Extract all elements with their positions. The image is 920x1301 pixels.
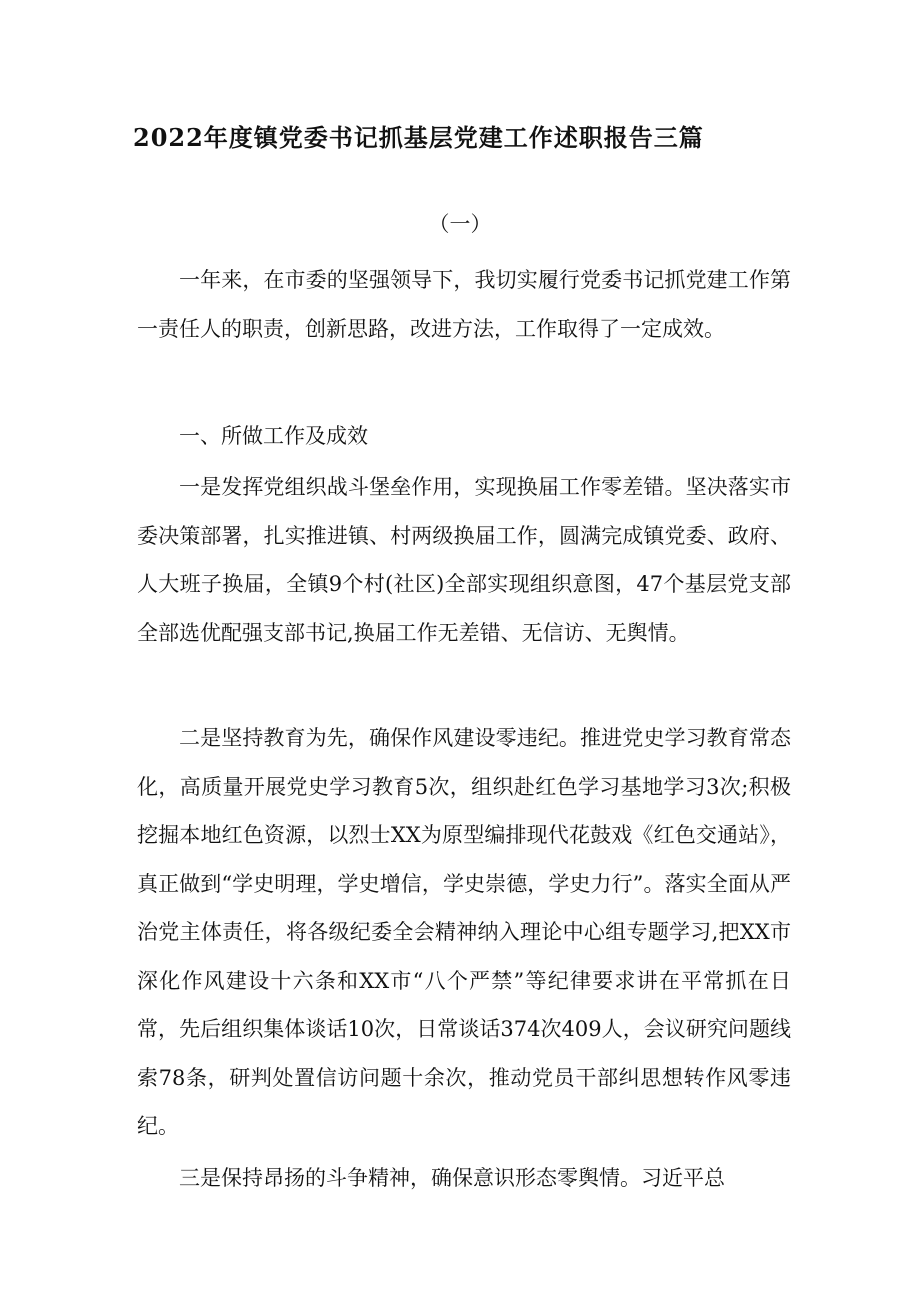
paragraph-first: 一是发挥党组织战斗堡垒作用，实现换届工作零差错。坚决落实市委决策部署，扎实推进镇、村两级换届工作，圆满完成镇党委、政府、人大班子换届，全镇9个村(社区)全部实现组织意图，47个基层党支部全部选优配强支部书记,换届工作无差错、无信访、无舆情。: [137, 475, 791, 645]
document-title: 2022年度镇党委书记抓基层党建工作述职报告三篇: [133, 123, 704, 152]
paragraph-intro: 一年来，在市委的坚强领导下，我切实履行党委书记抓党建工作第一责任人的职责，创新思路，改进方法，工作取得了一定成效。: [137, 268, 791, 341]
paragraph-third: 三是保持昂扬的斗争精神，确保意识形态零舆情。习近平总: [179, 1166, 725, 1190]
section-heading: 一、所做工作及成效: [179, 424, 368, 448]
paragraph-second: 二是坚持教育为先，确保作风建设零违纪。推进党史学习教育常态化，高质量开展党史学习教育5次，组织赴红色学习基地学习3次;积极挖掘本地红色资源，以烈士XX为原型编排现代花鼓戏《红色交通站》，真正做到“学史明理，学史增信，学史崇德，学史力行”。落实全面从严治党主体责任，将各级纪委全会精神纳入理论中心组专题学习,把XX市深化作风建设十六条和XX市“八个严禁”等纪律要求讲在平常抓在日常，先后组织集体谈话10次，日常谈话374次409人，会议研究问题线索78条，研判处置信访问题十余次，推动党员干部纠思想转作风零违纪。: [137, 726, 791, 1138]
section-label: （一）: [428, 212, 492, 236]
